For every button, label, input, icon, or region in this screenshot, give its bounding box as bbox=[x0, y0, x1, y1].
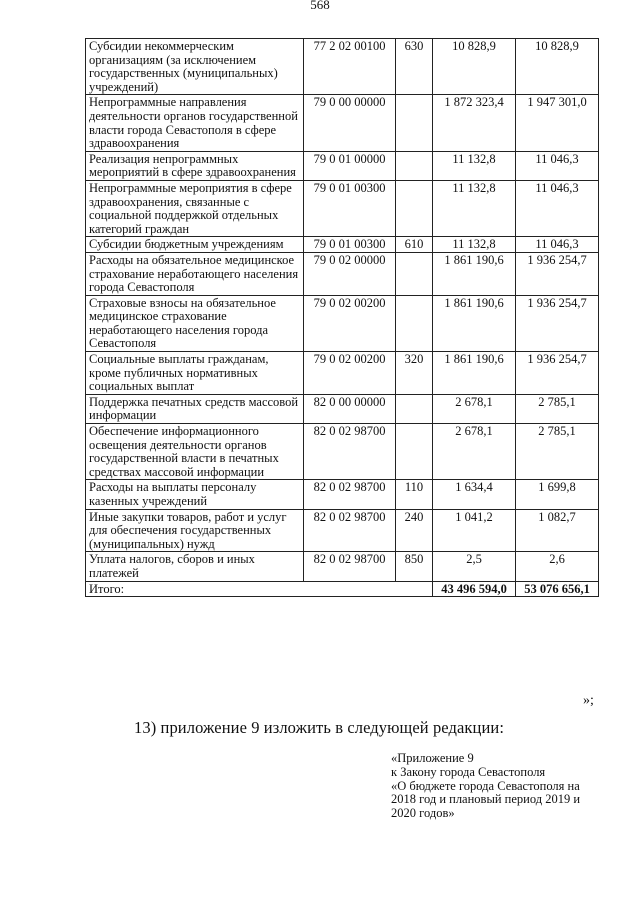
budget-table-body bbox=[86, 39, 599, 597]
row-type bbox=[396, 394, 433, 423]
row-type: 320 bbox=[396, 352, 433, 395]
row-name: Расходы на выплаты персоналу казенных учреждений bbox=[86, 480, 304, 509]
appendix-line: 2018 год и плановый период 2019 и bbox=[391, 792, 581, 807]
row-value-2020: 2 785,1 bbox=[516, 424, 599, 480]
row-code: 79 0 00 00000 bbox=[304, 95, 396, 151]
row-value-2019: 1 861 190,6 bbox=[433, 252, 516, 295]
row-value-2020: 1 699,8 bbox=[516, 480, 599, 509]
row-code: 77 2 02 00100 bbox=[304, 39, 396, 95]
row-value-2020: 10 828,9 bbox=[516, 39, 599, 95]
row-name: Иные закупки товаров, работ и услуг для обеспечения государственных (муниципальных) нужд bbox=[86, 509, 304, 552]
table-row bbox=[86, 151, 599, 180]
row-type bbox=[396, 295, 433, 351]
row-code: 82 0 00 00000 bbox=[304, 394, 396, 423]
table-row bbox=[86, 480, 599, 509]
row-value-2020: 2,6 bbox=[516, 552, 599, 581]
row-type: 110 bbox=[396, 480, 433, 509]
total-value-2020: 53 076 656,1 bbox=[516, 581, 599, 597]
appendix-line: «О бюджете города Севастополя на bbox=[391, 778, 580, 793]
row-name: Страховые взносы на обязательное медицинское страхование неработающего населения города Севастополя bbox=[86, 295, 304, 351]
row-name: Субсидии бюджетным учреждениям bbox=[86, 237, 304, 253]
row-value-2019: 1 634,4 bbox=[433, 480, 516, 509]
row-code: 79 0 01 00000 bbox=[304, 151, 396, 180]
row-name: Уплата налогов, сборов и иных платежей bbox=[86, 552, 304, 581]
row-type: 850 bbox=[396, 552, 433, 581]
table-row bbox=[86, 509, 599, 552]
row-type bbox=[396, 151, 433, 180]
row-name: Поддержка печатных средств массовой информации bbox=[86, 394, 304, 423]
row-type bbox=[396, 180, 433, 236]
row-value-2019: 11 132,8 bbox=[433, 151, 516, 180]
row-code: 82 0 02 98700 bbox=[304, 424, 396, 480]
row-type: 610 bbox=[396, 237, 433, 253]
total-label: Итого: bbox=[86, 581, 433, 597]
row-value-2019: 2 678,1 bbox=[433, 424, 516, 480]
row-type bbox=[396, 424, 433, 480]
row-code: 79 0 01 00300 bbox=[304, 237, 396, 253]
row-value-2019: 2,5 bbox=[433, 552, 516, 581]
row-value-2020: 11 046,3 bbox=[516, 151, 599, 180]
appendix-line: «Приложение 9 bbox=[391, 751, 474, 765]
row-code: 79 0 01 00300 bbox=[304, 180, 396, 236]
row-value-2020: 1 082,7 bbox=[516, 509, 599, 552]
row-value-2020: 1 936 254,7 bbox=[516, 295, 599, 351]
row-type bbox=[396, 95, 433, 151]
budget-table bbox=[85, 38, 599, 597]
row-type: 630 bbox=[396, 39, 433, 95]
row-value-2020: 1 936 254,7 bbox=[516, 352, 599, 395]
row-value-2020: 11 046,3 bbox=[516, 180, 599, 236]
row-value-2019: 11 132,8 bbox=[433, 180, 516, 236]
row-name: Социальные выплаты гражданам, кроме публичных нормативных социальных выплат bbox=[86, 352, 304, 395]
row-name: Непрограммные мероприятия в сфере здравоохранения, связанные с социальной поддержкой отдельных категорий граждан bbox=[86, 180, 304, 236]
amendment-instruction: 13) приложение 9 изложить в следующей редакции: bbox=[134, 718, 505, 737]
total-row bbox=[86, 581, 599, 597]
table-row bbox=[86, 394, 599, 423]
table-row bbox=[86, 95, 599, 151]
row-name: Непрограммные направления деятельности органов государственной власти города Севастополя в сфере здравоохранения bbox=[86, 95, 304, 151]
row-value-2019: 1 041,2 bbox=[433, 509, 516, 552]
table-row bbox=[86, 252, 599, 295]
row-type bbox=[396, 252, 433, 295]
row-value-2020: 11 046,3 bbox=[516, 237, 599, 253]
row-code: 82 0 02 98700 bbox=[304, 480, 396, 509]
table-row bbox=[86, 352, 599, 395]
row-value-2019: 10 828,9 bbox=[433, 39, 516, 95]
row-name: Обеспечение информационного освещения деятельности органов государственной власти в печатных средствах массовой информации bbox=[86, 424, 304, 480]
row-type: 240 bbox=[396, 509, 433, 552]
row-code: 82 0 02 98700 bbox=[304, 509, 396, 552]
row-name: Субсидии некоммерческим организациям (за исключением государственных (муниципальных) учреждений) bbox=[86, 39, 304, 95]
row-name: Расходы на обязательное медицинское страхование неработающего населения города Севастополя bbox=[86, 252, 304, 295]
row-code: 79 0 02 00200 bbox=[304, 295, 396, 351]
table-row bbox=[86, 180, 599, 236]
page-number: 568 bbox=[310, 0, 330, 12]
row-value-2020: 1 947 301,0 bbox=[516, 95, 599, 151]
row-code: 79 0 02 00200 bbox=[304, 352, 396, 395]
row-name: Реализация непрограммных мероприятий в сфере здравоохранения bbox=[86, 151, 304, 180]
row-value-2019: 11 132,8 bbox=[433, 237, 516, 253]
row-code: 79 0 02 00000 bbox=[304, 252, 396, 295]
appendix-heading bbox=[391, 752, 606, 821]
table-row bbox=[86, 237, 599, 253]
row-value-2020: 1 936 254,7 bbox=[516, 252, 599, 295]
row-code: 82 0 02 98700 bbox=[304, 552, 396, 581]
appendix-line: 2020 годов» bbox=[391, 806, 455, 821]
table-row bbox=[86, 424, 599, 480]
row-value-2019: 2 678,1 bbox=[433, 394, 516, 423]
table-row bbox=[86, 552, 599, 581]
row-value-2019: 1 861 190,6 bbox=[433, 295, 516, 351]
row-value-2019: 1 872 323,4 bbox=[433, 95, 516, 151]
total-value-2019: 43 496 594,0 bbox=[433, 581, 516, 597]
table-row bbox=[86, 39, 599, 95]
appendix-line: к Закону города Севастополя bbox=[391, 764, 546, 779]
closing-mark: »; bbox=[583, 693, 594, 708]
row-value-2019: 1 861 190,6 bbox=[433, 352, 516, 395]
table-row bbox=[86, 295, 599, 351]
row-value-2020: 2 785,1 bbox=[516, 394, 599, 423]
